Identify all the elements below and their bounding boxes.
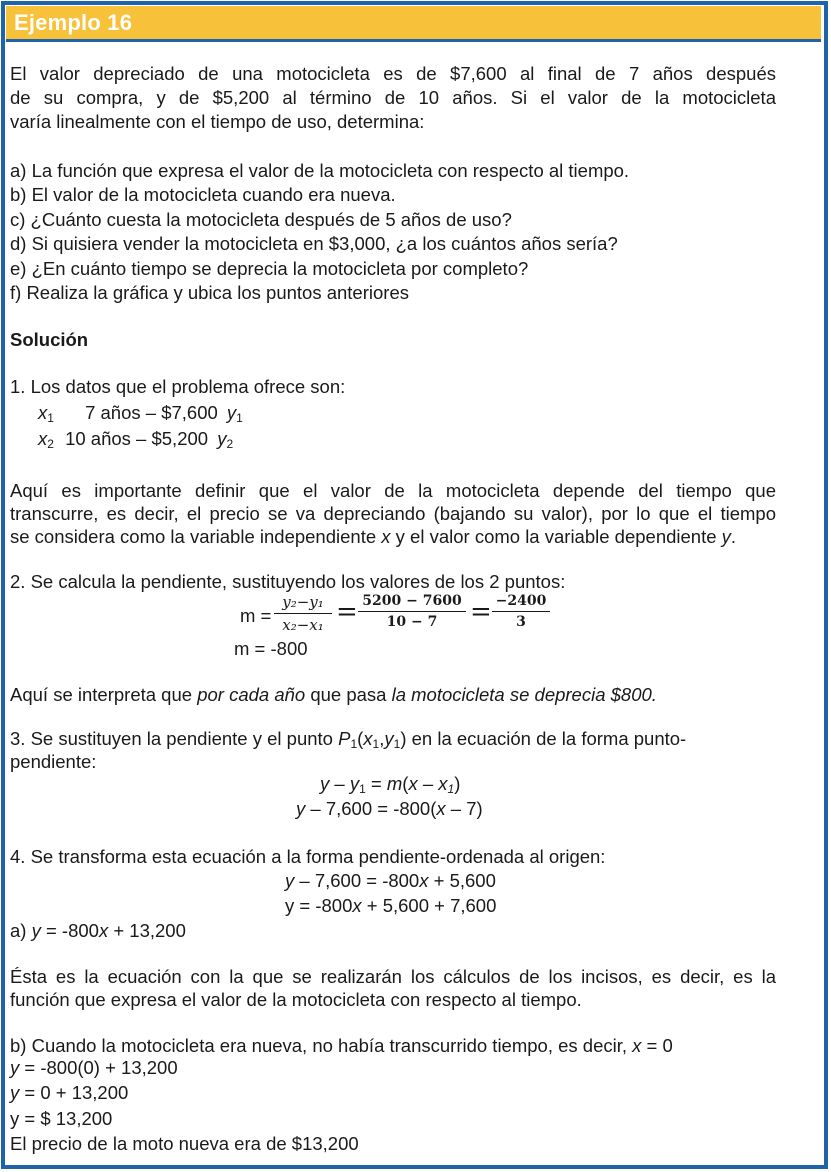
slope-result: m = -800	[234, 638, 308, 659]
equals-sign-2: =	[470, 597, 492, 627]
solution-heading: Solución	[10, 329, 89, 350]
step3-line-2: pendiente:	[10, 751, 97, 772]
problem-line-1: El valor depreciado de una motocicleta es de $7,600 al final de 7 años después	[10, 63, 776, 84]
part-b-line-5: El precio de la moto nueva era de $13,200	[10, 1133, 359, 1154]
step4-equation-1: y – 7,600 = -800x + 5,600	[285, 870, 496, 891]
question-e: e) ¿En cuánto tiempo se deprecia la motocicleta por completo?	[10, 258, 529, 279]
answer-a: a) y = -800x + 13,200	[10, 920, 186, 941]
slope-result-fraction: −2400 3	[492, 593, 550, 630]
part-b-line-2: y = -800(0) + 13,200	[10, 1057, 178, 1078]
explain-line-3: se considera como la variable independiente x y el valor como la variable dependiente y.	[10, 526, 737, 547]
step1-text: 1. Los datos que el problema ofrece son:	[10, 376, 346, 397]
part-b-line-3: y = 0 + 13,200	[10, 1082, 129, 1103]
step2-text: 2. Se calcula la pendiente, sustituyendo los valores de los 2 puntos:	[10, 571, 566, 592]
example-header	[6, 6, 821, 42]
note-line-1: Ésta es la ecuación con la que se realizarán los cálculos de los incisos, es decir, es la	[10, 966, 776, 987]
question-a: a) La función que expresa el valor de la motocicleta con respecto al tiempo.	[10, 160, 630, 181]
substituted-equation: y – 7,600 = -800(x – 7)	[296, 798, 483, 819]
slope-formula-fraction: y₂−y₁ x₂−x₁	[274, 593, 332, 634]
question-f: f) Realiza la gráfica y ubica los puntos anteriores	[10, 282, 409, 303]
example-title: Ejemplo 16	[14, 10, 133, 35]
slope-substitution-fraction: 5200 − 7600 10 − 7	[358, 593, 466, 630]
step4-text: 4. Se transforma esta ecuación a la forma pendiente-ordenada al origen:	[10, 846, 606, 867]
question-d: d) Si quisiera vender la motocicleta en $3,000, ¿a los cuántos años sería?	[10, 233, 618, 254]
point-slope-equation: $y - y_1 = m(x - x_1)$	[320, 773, 461, 796]
data-row-2: $x_2$ 10 años – $5,200 $y_2$	[38, 428, 234, 451]
question-b: b) El valor de la motocicleta cuando era nueva.	[10, 184, 396, 205]
equals-sign-1: =	[336, 597, 358, 627]
data-row-1: $x_1$ 7 años – $7,600 $y_1$	[38, 402, 243, 425]
part-b-line-1: b) Cuando la motocicleta era nueva, no había transcurrido tiempo, es decir, x = 0	[10, 1035, 673, 1056]
slope-interpretation: Aquí se interpreta que por cada año que pasa la motocicleta se deprecia $800.	[10, 684, 657, 705]
explain-line-2: transcurre, es decir, el precio se va depreciando (bajando su valor), por lo que el tiempo	[10, 503, 776, 524]
step4-equation-2: y = -800x + 5,600 + 7,600	[285, 895, 497, 916]
explain-line-1: Aquí es importante definir que el valor de la motocicleta depende del tiempo que	[10, 480, 776, 501]
problem-line-2: de su compra, y de $5,200 al término de 10 años. Si el valor de la motocicleta	[10, 87, 776, 108]
step3-line-1: 3. Se sustituyen la pendiente y el punto $P_1(x_1,y_1)$ en la ecuación de la forma punto-	[10, 728, 687, 751]
problem-line-3: varía linealmente con el tiempo de uso, determina:	[10, 111, 425, 132]
question-c: c) ¿Cuánto cuesta la motocicleta después de 5 años de uso?	[10, 209, 512, 230]
note-line-2: función que expresa el valor de la motocicleta con respecto al tiempo.	[10, 989, 582, 1010]
part-b-line-4: y = $ 13,200	[10, 1108, 113, 1129]
slope-label: m =	[240, 605, 272, 626]
